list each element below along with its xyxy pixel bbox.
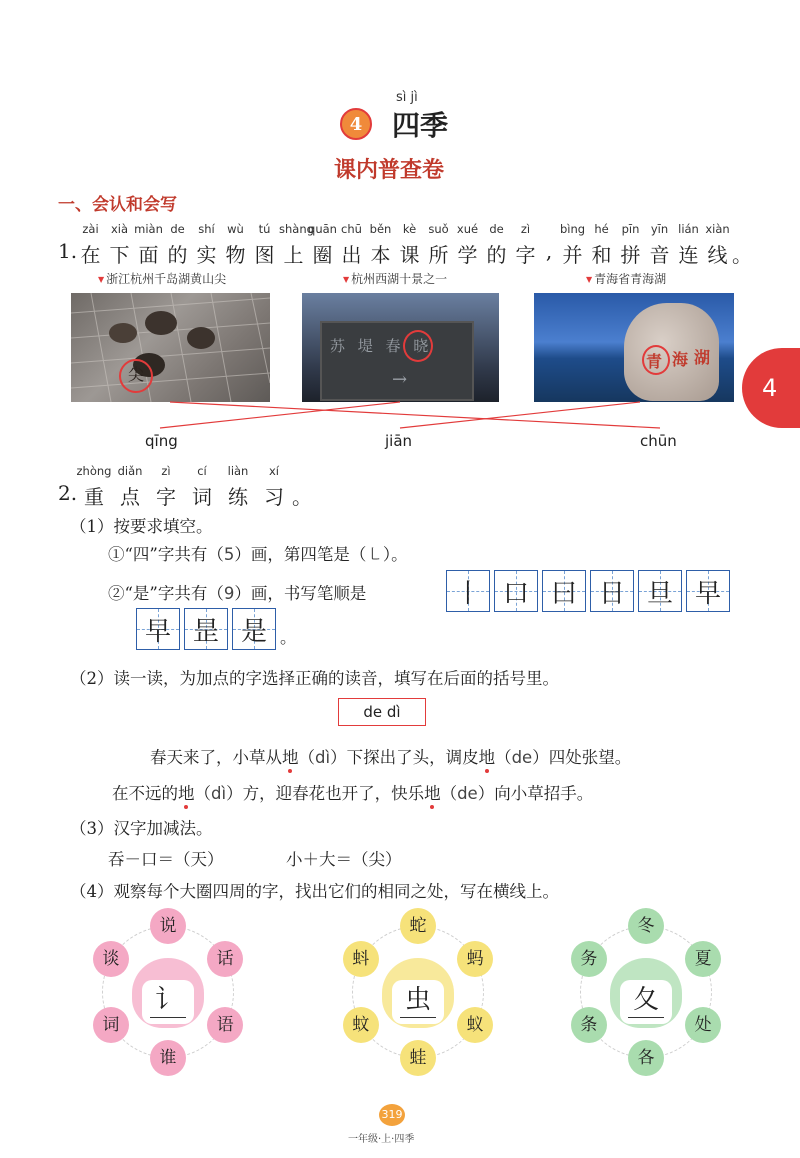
surrounding-char: 话 <box>207 941 243 977</box>
hanzi: 习 <box>264 485 284 509</box>
text: （ <box>440 784 458 803</box>
text: ）画，第四笔是（ <box>234 545 367 564</box>
answer: de <box>457 784 478 803</box>
text: ①“四”字共有（ <box>108 545 224 564</box>
hanzi: 下 <box>109 243 130 267</box>
char-cell <box>76 464 112 510</box>
hanzi: 学 <box>457 243 478 267</box>
hanzi: 连 <box>678 243 699 267</box>
text: ）下探出了头，调皮 <box>330 748 479 767</box>
text: ）画，书写笔顺是 <box>234 584 367 603</box>
dotted-char: 地 <box>478 748 496 767</box>
equation-1 <box>108 846 224 870</box>
dotted-char: 地 <box>178 784 195 803</box>
answer: 9 <box>223 584 235 603</box>
surrounding-char: 语 <box>207 1007 243 1043</box>
hanzi: 课 <box>399 243 420 267</box>
rock-char-2: 海 <box>672 350 689 369</box>
surrounding-char: 蛙 <box>400 1040 436 1076</box>
text: 春天来了，小草从 <box>150 748 282 767</box>
hanzi: 面 <box>138 243 159 267</box>
q2-part2-line1 <box>150 744 631 768</box>
answer: ㇄ <box>366 545 383 564</box>
hanzi: 。 <box>292 485 312 509</box>
chapter-tab: 4 <box>742 348 800 428</box>
pinyin: shàng <box>279 222 314 236</box>
sign-text: 苏 堤 春 晓 <box>330 337 433 355</box>
stroke-box: 曰 <box>542 570 586 612</box>
pinyin: miàn <box>134 222 163 236</box>
radical-center <box>620 980 672 1024</box>
lesson-title: 四季 <box>392 109 449 142</box>
pinyin: zài <box>82 222 99 236</box>
pinyin: xí <box>268 464 279 478</box>
hanzi: , <box>545 239 553 263</box>
answer-underline <box>628 1017 664 1018</box>
char-cell <box>58 464 76 505</box>
surrounding-char: 词 <box>93 1007 129 1043</box>
char-cell <box>256 464 292 510</box>
char-cell <box>148 464 184 510</box>
answer-underline <box>150 1017 186 1018</box>
pinyin: de <box>170 222 185 236</box>
radical-circles <box>0 900 800 1090</box>
text: ②“是”字共有（ <box>108 584 224 603</box>
text: ） <box>207 850 224 869</box>
dotted-char: 地 <box>424 784 441 803</box>
stroke-box: 口 <box>494 570 538 612</box>
period: 。 <box>280 628 297 647</box>
q2-part3-label: （3）汉字加减法。 <box>70 819 213 838</box>
hanzi: 字 <box>156 485 176 509</box>
text: ）。 <box>382 545 408 564</box>
hanzi: 练 <box>228 485 248 509</box>
hanzi: 上 <box>283 243 304 267</box>
surrounding-char: 蚪 <box>343 941 379 977</box>
pinyin: běn <box>369 222 392 236</box>
hanzi: 出 <box>341 243 362 267</box>
surrounding-char: 蚁 <box>457 1007 493 1043</box>
text: （ <box>298 748 315 767</box>
q2-part2-line2 <box>112 780 593 804</box>
text: （ <box>194 784 211 803</box>
hanzi: 实 <box>196 243 217 267</box>
radical-char: 讠 <box>154 985 181 1015</box>
hanzi: 2. <box>58 481 78 505</box>
hanzi: 字 <box>515 243 536 267</box>
hanzi: 并 <box>562 243 583 267</box>
pinyin: wù <box>227 222 244 236</box>
stroke-box: 日 <box>590 570 634 612</box>
answer: de <box>511 748 533 767</box>
stroke-box: 是 <box>232 608 276 650</box>
radical-center <box>392 980 444 1024</box>
pinyin: chū <box>341 222 362 236</box>
hanzi: 的 <box>167 243 188 267</box>
hanzi: 的 <box>486 243 507 267</box>
pinyin: bìng <box>559 222 586 236</box>
surrounding-char: 务 <box>571 941 607 977</box>
hanzi: 图 <box>254 243 275 267</box>
char-cell <box>112 464 148 510</box>
hanzi: 线 <box>707 243 728 267</box>
text: 小＋大＝（ <box>286 850 369 869</box>
char-cell <box>184 464 220 510</box>
pinyin: tú <box>258 222 271 236</box>
radical-char: 夂 <box>632 985 659 1015</box>
pinyin: pīn <box>621 222 640 236</box>
surrounding-char: 说 <box>150 908 186 944</box>
matching-lines <box>0 0 800 460</box>
page-subtitle: 课内普查卷 <box>334 157 445 183</box>
answer: dì <box>211 784 227 803</box>
surrounding-char: 谈 <box>93 941 129 977</box>
footer-note: 一年级·上·四季 <box>348 1134 415 1145</box>
answer: 5 <box>223 545 235 564</box>
hanzi: 点 <box>120 485 140 509</box>
stroke-box: 丨 <box>446 570 490 612</box>
pinyin: zì <box>520 222 531 236</box>
arrow-icon: → <box>392 369 408 390</box>
pinyin: diǎn <box>117 464 143 478</box>
surrounding-char: 蚊 <box>343 1007 379 1043</box>
surrounding-char: 夏 <box>685 941 721 977</box>
pinyin: yīn <box>650 222 669 236</box>
surrounding-char: 各 <box>628 1040 664 1076</box>
circled-char: 尖 <box>119 359 153 393</box>
pinyin: zhòng <box>76 464 112 478</box>
text: 吞－口＝（ <box>108 850 191 869</box>
pinyin: cí <box>197 464 207 478</box>
pinyin: quān <box>308 222 337 236</box>
answer: 天 <box>190 850 207 869</box>
char-cell <box>292 464 310 510</box>
pinyin: xiàn <box>705 222 730 236</box>
surrounding-char: 蛇 <box>400 908 436 944</box>
q2-part1-line2 <box>108 580 366 604</box>
q2-part1-label: （1）按要求填空。 <box>70 517 213 536</box>
pinyin: suǒ <box>428 222 449 236</box>
stroke-box: 昰 <box>184 608 228 650</box>
hanzi: 所 <box>428 243 449 267</box>
hanzi: 本 <box>370 243 391 267</box>
pronunciation-options-box: de dì <box>338 698 426 726</box>
photo-caption: ▼ 杭州西湖十景之一 <box>343 270 447 287</box>
radical-char: 虫 <box>404 985 431 1015</box>
stroke-box: 旦 <box>638 570 682 612</box>
answer: dì <box>315 748 331 767</box>
hanzi: 物 <box>225 243 246 267</box>
hanzi: 重 <box>84 485 104 509</box>
hanzi: 在 <box>80 243 101 267</box>
pinyin: xué <box>456 222 479 236</box>
pinyin: liàn <box>227 464 249 478</box>
answer: 尖 <box>368 850 385 869</box>
stroke-box: 早 <box>686 570 730 612</box>
photo-caption: ▼ 青海省青海湖 <box>586 270 666 287</box>
pinyin-option: jiān <box>385 432 413 450</box>
stroke-box: 早 <box>136 608 180 650</box>
text: ）四处张望。 <box>532 748 632 767</box>
dotted-char: 地 <box>282 748 299 767</box>
text: ）方，迎春花也开了，快乐 <box>226 784 425 803</box>
radical-center <box>142 980 194 1024</box>
hanzi: 和 <box>591 243 612 267</box>
text: ）向小草招手。 <box>477 784 594 803</box>
pinyin-option: qīng <box>145 432 178 450</box>
q2-part2-label: （2）读一读，为加点的字选择正确的读音，填写在后面的括号里。 <box>70 669 559 688</box>
surrounding-char: 处 <box>685 1007 721 1043</box>
answer-underline <box>400 1017 436 1018</box>
pinyin: hé <box>594 222 609 236</box>
q2-part1-line1 <box>108 541 408 565</box>
page-number: 319 <box>379 1104 405 1126</box>
hanzi: 。 <box>732 243 752 267</box>
char-cell <box>220 464 256 510</box>
title-pinyin: sì jì <box>396 90 418 105</box>
equation-2 <box>286 846 402 870</box>
surrounding-char: 条 <box>571 1007 607 1043</box>
question-2 <box>58 464 358 508</box>
q2-part4-label: （4）观察每个大圈四周的字，找出它们的相同之处，写在横线上。 <box>70 882 559 901</box>
section-heading: 一、会认和会写 <box>58 195 177 215</box>
pinyin: shí <box>198 222 215 236</box>
text: （ <box>495 748 512 767</box>
rock-char-1: 青 <box>646 352 663 371</box>
hanzi: 1. <box>58 239 78 263</box>
pinyin: lián <box>678 222 699 236</box>
lesson-number-badge: 4 <box>340 108 372 140</box>
surrounding-char: 谁 <box>150 1040 186 1076</box>
hanzi: 圈 <box>312 243 333 267</box>
pinyin: xià <box>110 222 129 236</box>
rock-char-3: 湖 <box>694 348 711 367</box>
surrounding-char: 冬 <box>628 908 664 944</box>
text: 在不远的 <box>112 784 178 803</box>
hanzi: 词 <box>192 485 212 509</box>
hanzi: 音 <box>649 243 670 267</box>
text: ） <box>385 850 402 869</box>
surrounding-char: 蚂 <box>457 941 493 977</box>
pinyin-option: chūn <box>640 432 677 450</box>
hanzi: 拼 <box>620 243 641 267</box>
photo-caption: ▼ 浙江杭州千岛湖黄山尖 <box>98 270 226 287</box>
pinyin: kè <box>402 222 417 236</box>
pinyin: de <box>489 222 504 236</box>
pinyin: zì <box>161 464 171 478</box>
